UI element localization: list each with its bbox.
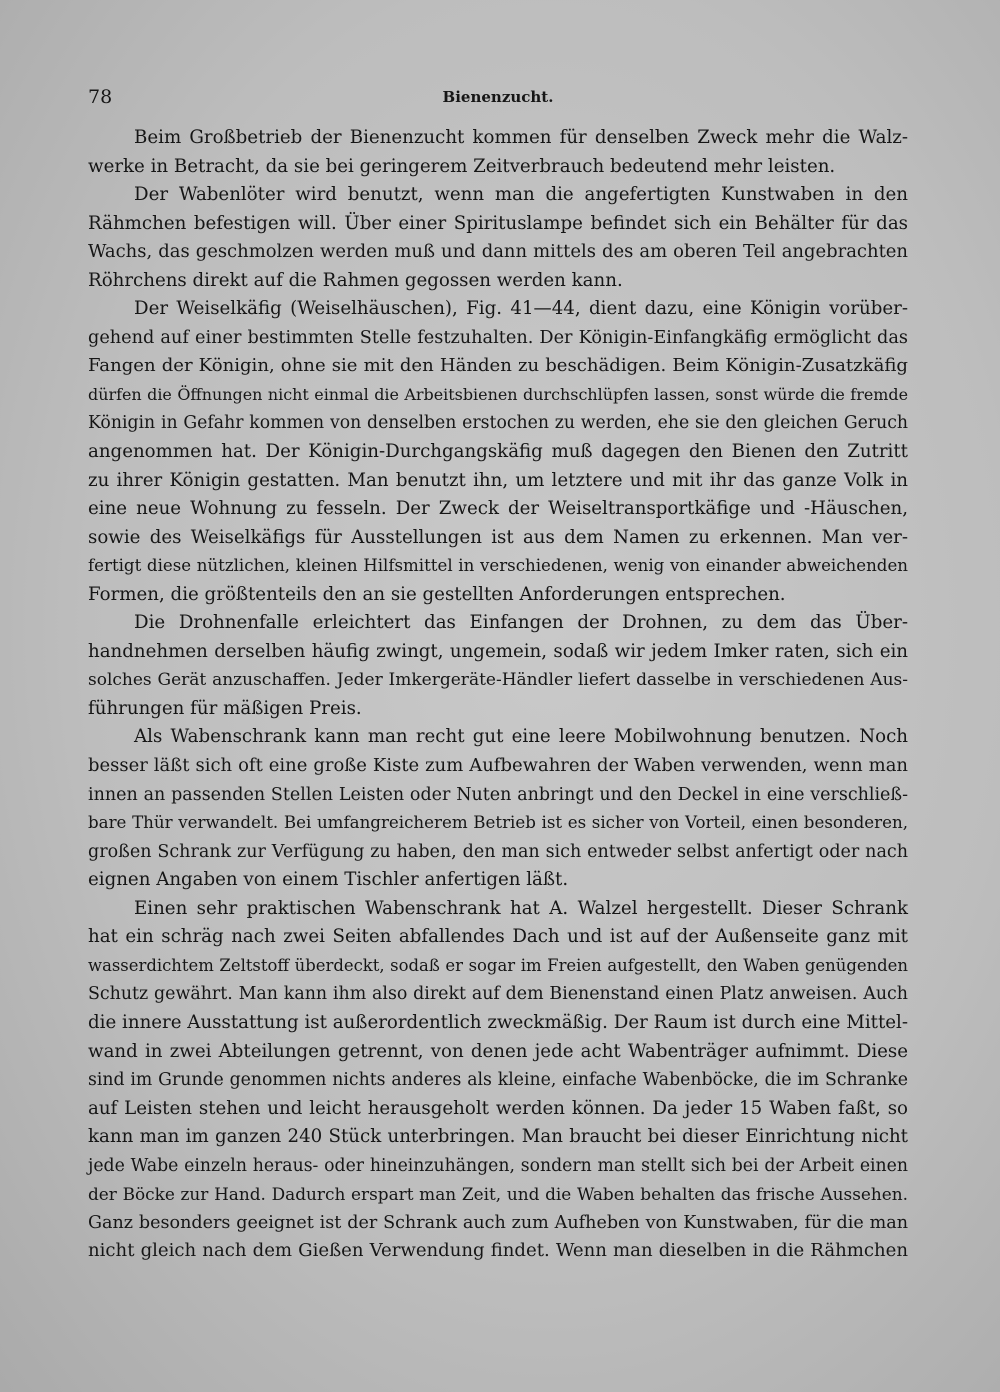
text-line: Wachs, das geschmolzen werden muß und dann mittels des am oberen Teil angebrachten <box>88 241 908 263</box>
text-line: Formen, die größtenteils den an sie gestellten Anforderungen entsprechen. <box>88 583 786 605</box>
text-line: Königin in Gefahr kommen von denselben erstochen zu werden, ehe sie den gleichen Geruch <box>88 413 908 434</box>
text-line: solches Gerät anzuschaffen. Jeder Imkergeräte-Händler liefert dasselbe in verschiedenen Aus- <box>88 670 908 691</box>
text-line: nicht gleich nach dem Gießen Verwendung findet. Wenn man dieselben in die Rähmchen <box>88 1240 908 1262</box>
text-line: sowie des Weiselkäfigs für Ausstellungen ist aus dem Namen zu erkennen. Man ver- <box>88 526 908 548</box>
text-line: wand in zwei Abteilungen getrennt, von denen jede acht Wabenträger aufnimmt. Diese <box>88 1040 908 1062</box>
text-line: führungen für mäßigen Preis. <box>88 697 362 719</box>
text-line: eignen Angaben von einem Tischler anfertigen läßt. <box>88 869 569 891</box>
text-line: auf Leisten stehen und leicht herausgeholt werden können. Da jeder 15 Waben faßt, so <box>88 1097 908 1119</box>
text-line: Schutz gewährt. Man kann ihm also direkt auf dem Bienenstand einen Platz anweisen. Auch <box>88 984 908 1005</box>
text-line: Rähmchen befestigen will. Über einer Spirituslampe befindet sich ein Behälter für das <box>88 212 908 234</box>
body-text <box>88 124 908 1266</box>
text-line: innen an passenden Stellen Leisten oder Nuten anbringt und den Deckel in eine verschließ- <box>88 784 908 805</box>
text-line: der Böcke zur Hand. Dadurch erspart man Zeit, und die Waben behalten das frische Aussehen. <box>88 1184 908 1205</box>
text-line: Der Weiselkäfig (Weiselhäuschen), Fig. 41—44, dient dazu, eine Königin vorüber- <box>134 298 908 320</box>
page-number: 78 <box>88 86 113 108</box>
text-line: angenommen hat. Der Königin-Durchgangskäfig muß dagegen den Bienen den Zutritt <box>88 441 908 463</box>
text-line: bare Thür verwandelt. Bei umfangreicherem Betrieb ist es sicher von Vorteil, einen besonderen, <box>88 813 908 833</box>
text-line: Beim Großbetrieb der Bienenzucht kommen für denselben Zweck mehr die Walz- <box>134 127 908 148</box>
text-line: Ganz besonders geeignet ist der Schrank auch zum Aufheben von Kunstwaben, für die man <box>88 1212 908 1233</box>
text-line: die innere Ausstattung ist außerordentlich zweckmäßig. Der Raum ist durch eine Mittel- <box>88 1011 908 1033</box>
text-line: großen Schrank zur Verfügung zu haben, den man sich entweder selbst anfertigt oder nach <box>88 841 908 862</box>
text-line: besser läßt sich oft eine große Kiste zum Aufbewahren der Waben verwenden, wenn man <box>88 755 908 777</box>
text-line: Der Wabenlöter wird benutzt, wenn man die angefertigten Kunstwaben in den <box>134 184 908 206</box>
text-line: Als Wabenschrank kann man recht gut eine leere Mobilwohnung benutzen. Noch <box>134 726 908 748</box>
text-line: kann man im ganzen 240 Stück unterbringen. Man braucht bei dieser Einrichtung nicht <box>88 1126 908 1148</box>
text-line: handnehmen derselben häufig zwingt, ungemein, sodaß wir jedem Imker raten, sich ein <box>88 640 908 662</box>
page-header <box>88 86 908 112</box>
text-line: Röhrchens direkt auf die Rahmen gegossen werden kann. <box>88 269 623 291</box>
text-line: eine neue Wohnung zu fesseln. Der Zweck der Weiseltransportkäfige und -Häuschen, <box>88 498 908 520</box>
text-line: Fangen der Königin, ohne sie mit den Händen zu beschädigen. Beim Königin-Zusatzkäfig <box>88 355 908 377</box>
text-line: sind im Grunde genommen nichts anderes als kleine, einfache Wabenböcke, die im Schranke <box>88 1070 908 1091</box>
text-line: zu ihrer Königin gestatten. Man benutzt ihn, um letztere und mit ihr das ganze Volk in <box>88 469 908 491</box>
running-title: Bienenzucht. <box>442 88 554 106</box>
text-line: dürfen die Öffnungen nicht einmal die Arbeitsbienen durchschlüpfen lassen, sonst würde die fremde <box>88 384 908 404</box>
text-line: wasserdichtem Zeltstoff überdeckt, sodaß er sogar im Freien aufgestellt, den Waben genügenden <box>88 955 908 975</box>
text-line: gehend auf einer bestimmten Stelle festzuhalten. Der Königin-Einfangkäfig ermöglicht das <box>88 327 908 348</box>
text-line: Die Drohnenfalle erleichtert das Einfangen der Drohnen, zu dem das Über- <box>134 612 908 634</box>
text-line: fertigt diese nützlichen, kleinen Hilfsmittel in verschiedenen, wenig von einander abweichenden <box>88 556 908 576</box>
text-line: jede Wabe einzeln heraus- oder hineinzuhängen, sondern man stellt sich bei der Arbeit einen <box>88 1155 908 1176</box>
text-line: hat ein schräg nach zwei Seiten abfallendes Dach und ist auf der Außenseite ganz mit <box>88 926 908 948</box>
text-line: werke in Betracht, da sie bei geringerem Zeitverbrauch bedeutend mehr leisten. <box>88 155 836 177</box>
text-line: Einen sehr praktischen Wabenschrank hat A. Walzel hergestellt. Dieser Schrank <box>134 897 908 919</box>
